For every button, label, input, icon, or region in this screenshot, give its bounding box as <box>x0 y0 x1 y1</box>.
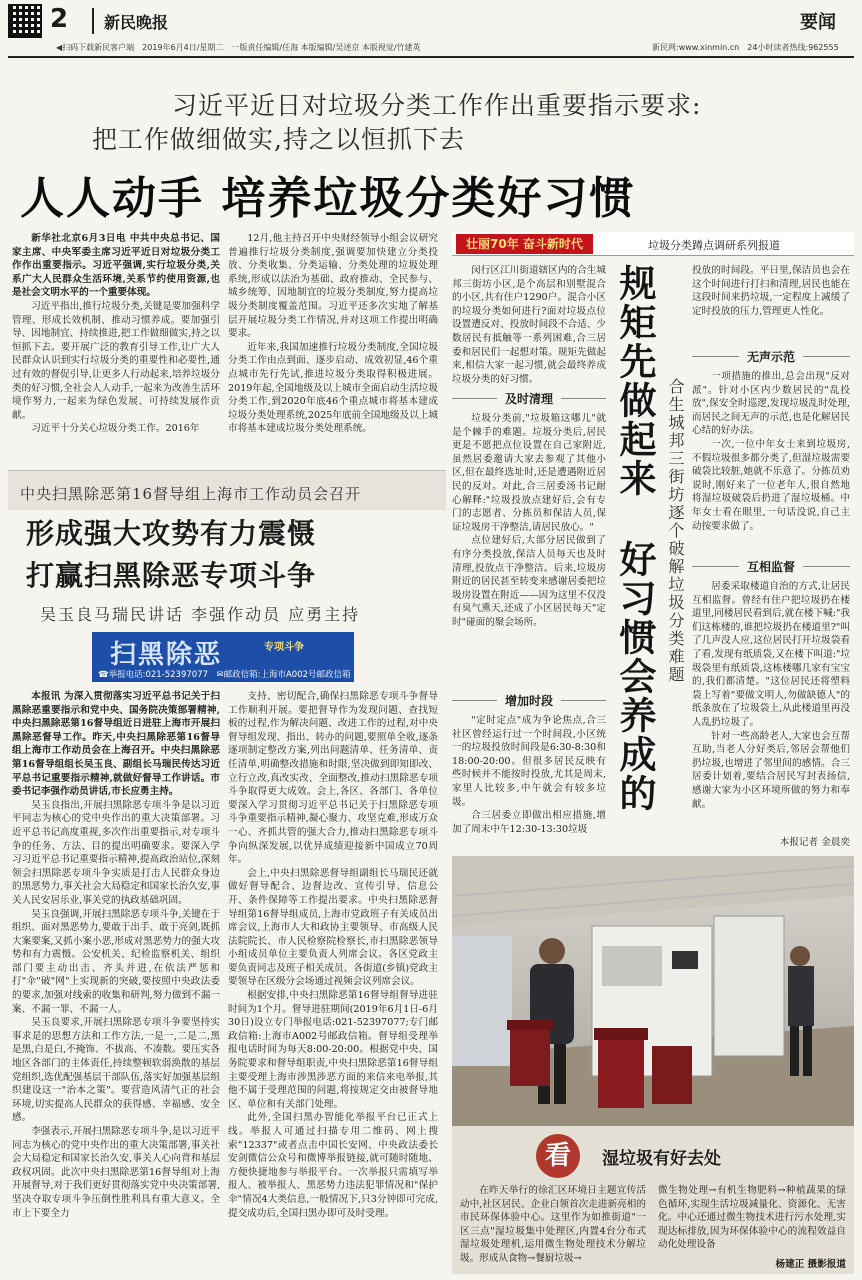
main-headline: 人人动手 培养垃圾分类好习惯 <box>20 173 636 224</box>
paragraph: "定时定点"成为争论焦点,合三社区曾经运行过一个时间段,小区统一的垃圾投放时间段是6:30-8:30和18:00-20:00。但很多居民反映有些时候并不能按时投放,尤其是周末,家里人比较多,中午就会有较多垃圾。 <box>452 715 606 808</box>
section-head-label: 无声示范 <box>739 350 803 364</box>
paragraph: 近年来,我国加速推行垃圾分类制度,全国垃圾分类工作由点到面、逐步启动、成效初显,46个重点城市先行先试,推进垃圾分类取得积极进展。2019年起,全国地级及以上城市全面启动生活垃圾分类工作,到2020年底46个重点城市将基本建成垃圾分类处理系统,2025年底前全国地级及以上城市将基本建成垃圾分类处理系统。 <box>228 341 438 435</box>
story2-headline-1: 形成强大攻势有力震慑 <box>26 517 317 550</box>
header-meta-left: ◀扫码下载新民客户端 2019年6月4日/星期二 一版责任编辑/任海 本版编辑/吴述京 本版视觉/竹建英 <box>56 43 421 52</box>
paragraph: 居委采取楼道自治的方式,让居民互相监督。曾经有住户把垃圾扔在楼道里,同楼居民看到后,就在楼下喊:"我们这栋楼的,谁把垃圾扔在楼道里?"叫了几声没人应,这位居民打开垃圾袋看了看,发现有纸质袋,又在楼下叫道:"垃圾袋里有纸质袋,这栋楼哪几家有宝宝的,我们都清楚。"这位居民还将塑料袋上写着"要做文明人,勿做缺德人"的纸条放在了垃圾袋上,从此楼道里再没人乱扔垃圾了。 <box>692 581 850 728</box>
paragraph: 投放的时间段。平日里,保洁员也会在这个时间进行打扫和清理,居民也能在这段时间来扔垃圾,一定程度上减缓了定时投放的压力,管理更人性化。 <box>692 265 850 317</box>
news-photo <box>452 856 854 1126</box>
paragraph: 针对一些高龄老人,大家也会互帮互助,当老人分好类后,邻居会帮他们扔垃圾,也增进了邻里间的感情。合三居委计划着,要结合居民写封表扬信,感谢大家为小区环境所做的努力和奉献。 <box>692 730 850 810</box>
paragraph: 根据安排,中央扫黑除恶第16督导组督导进驻时间为1个月。督导进驻期间(2019年6月1日-6月30日)设立专门举报电话:021-52397077;专门邮政信箱:上海市A002号邮政信箱。督导组受理举报电话时间为每天8:00-20:00。根据党中央、国务院要求和督导组职责,中央扫黑除恶第16督导组主要受理上海市涉黑涉恶方面的来信来电举报,其他不属于受理范围的问题,将按规定交由被督导地区、单位和有关部门处理。 <box>228 990 438 1110</box>
feature-intro <box>452 264 606 384</box>
main-kicker-2: 把工作做细做实,持之以恒抓下去 <box>92 125 465 154</box>
section-head <box>452 390 606 408</box>
paragraph: 在昨天举行的徐汇区环境日主题宣传活动中,社区居民、企业白领首次走进新亮相的市民环保体验中心。这里作为如推街道"一区三点"湿垃圾集中处理区,内置4台分布式湿垃圾处理机,运用微生物处理技术分解垃圾。形成从食物→餐厨垃圾→ <box>460 1185 646 1264</box>
newspaper-name: 新民晚报 <box>104 13 169 32</box>
paragraph: 吴玉良强调,开展扫黑除恶专项斗争,关键在于组织、面对黑恶势力,要敢于出手、敢于亮剑,既抓大案要案,又抓小案小恶,形成对黑恶势力的强大攻势和有力震慑。公安机关、纪检监察机关、组织部门要主动出击、齐头并进,在依法严惩和打"伞"破"网"上实现新的突破,要按照中央政法委的要求,加强对线索的收集和研判,努力做到不漏一案、不漏一罪、不漏一人。 <box>12 908 220 1015</box>
photo-caption-band <box>452 1126 854 1274</box>
photo-caption-2 <box>658 1184 846 1254</box>
paragraph: 新华社北京6月3日电 中共中央总书记、国家主席、中央军委主席习近平近日对垃圾分类工作作出重要指示。习近平强调,实行垃圾分类,关系广大人民群众生活环境,关系节约使用资源,也是社会文明水平的一个重要体现。 <box>12 233 220 299</box>
section-head-label: 增加时段 <box>497 694 561 708</box>
paragraph: 一项措施的推出,总会出现"反对派"。针对小区内少数居民的"乱投放",保安全时巡逻,发现垃圾乱时处理,而居民之间无声的示范,也是化解居民心结的好办法。 <box>692 371 850 437</box>
qr-code-icon[interactable] <box>8 4 42 38</box>
paragraph: 本报讯 为深入贯彻落实习近平总书记关于扫黑除恶重要指示和党中央、国务院决策部署精神,中央扫黑除恶第16督导组近日进驻上海市开展扫黑除恶督导工作。昨天,中央扫黑除恶第16督导组上海市工作动员会在上海召开。中央扫黑除恶第16督导组组长吴玉良、副组长马瑞民传达习近平总书记重要指示精神,就做好督导工作讲话。市委书记李强作动员讲话,市长应勇主持。 <box>12 691 220 798</box>
banner-title: 扫黑除恶 <box>110 640 223 670</box>
feature-col-b-intro <box>692 264 850 344</box>
paragraph: 微生物处理→有机生物肥料→种植蔬果的绿色循环,实现生活垃圾减量化、资源化、无害化。中心还通过微生物技术进行污水处理,实现达标排放,因为环保体验中心的流程效益自动化处理设备 <box>658 1185 846 1251</box>
photo-caption-1 <box>460 1184 646 1272</box>
photo-credit: 杨建正 摄影报道 <box>775 1259 846 1270</box>
photo-title: 湿垃圾有好去处 <box>602 1149 721 1169</box>
section-head-label: 及时清理 <box>497 392 561 406</box>
story2-speakers: 吴玉良马瑞民讲话 李强作动员 应勇主持 <box>40 605 361 624</box>
header-rule <box>8 56 854 58</box>
paragraph: 合三居委立即做出相应措施,增加了周末中午12:30-13:30垃圾 <box>452 810 606 835</box>
story2-col-b <box>228 690 438 1274</box>
main-kicker-1: 习近平近日对垃圾分类工作作出重要指示要求: <box>172 91 702 120</box>
story2-headline-2: 打赢扫黑除恶专项斗争 <box>26 559 317 592</box>
paragraph: 此外,全国扫黑办智能化举报平台已正式上线。举报人可通过扫描专用二维码、网上搜索"12337"或者点击中国长安网、中央政法委长安剑微信公众号和微博举报链接,就可随时随地、方便快捷地参与举报平台。一次举报只需填写举报人、被举报人、黑恶势力违法犯罪情况和"保护伞"情况4大类信息,一般情况下,只3分钟即可完成,提交成功后,全国扫黑办即可及时受理。 <box>228 1112 438 1219</box>
paragraph: 支持、密切配合,确保扫黑除恶专项斗争督导工作顺利开展。要把督导作为发现问题、查找短板的过程,作为解决问题、改进工作的过程,对中央督导组发现、指出、转办的问题,要照单全收,逐条逐项制定整改方案,列出问题清单、任务清单、责任清单,明确整改措施和时限,坚决做到即知即改、立行立改,真改实改、全面整改,推动扫黑除恶专项斗争取得更大成效。会上,各区、各部门、各单位要深入学习贯彻习近平总书记关于扫黑除恶专项斗争重要指示精神,凝心聚力、攻坚克难,形成万众一心、齐抓共管的强大合力,推动扫黑除恶专项斗争向纵深发展,以优异成绩迎接新中国成立70周年。 <box>228 691 438 866</box>
banner-contact: ☎举报电话:021-52397077 ✉邮政信箱:上海市A002号邮政信箱 <box>98 670 351 680</box>
feature-col-a-2 <box>452 714 606 846</box>
feature-col-a-1 <box>452 412 606 686</box>
header-meta-right: 新民网:www.xinmin.cn 24小时读者热线:962555 <box>652 43 839 52</box>
paragraph: 点位建好后,大部分居民做到了有序分类投放,保洁人员每天也及时清理,投放点干净整洁。后来,垃圾房附近的居民甚至转变来感谢居委把垃圾房设置在附近——因为这里不仅没有臭气熏天,还成了小区居民每天"定时"碰面的聚会场所。 <box>452 535 606 628</box>
feature-subhead: 合生城邦三街坊逐个破解垃圾分类难题 <box>666 378 685 684</box>
paragraph: 12月,他主持召开中央财经领导小组会议研究普遍推行垃圾分类制度,强调要加快建立分类投放、分类收集、分类运输、分类处理的垃圾处理系统,形成以法治为基础、政府推动、全民参与、城乡统筹、因地制宜的垃圾分类制度,努力提高垃圾分类制度覆盖范围。习近平还多次实地了解基层开展垃圾分类工作情况,并对这项工作提出明确要求。 <box>228 233 438 340</box>
story2-subhead: 中央扫黑除恶第16督导组上海市工作动员会召开 <box>20 485 362 503</box>
section-head <box>692 558 850 576</box>
paragraph: 闵行区江川街道辖区内的合生城邦三街坊小区,是个高层和别墅混合的小区,共有住户1290户。混合小区的垃圾分类如何进行?面对垃圾点位设置遭反对、投放时间段不合适、少数居民有抵触等一系列困难,合三居委和居民们一起想对策。规矩先做起来,相信大家一起习惯,就会最终养成垃圾分类的好习惯。 <box>452 265 606 384</box>
paragraph: 垃圾分类前,"垃圾箱这哪儿"就是个棘手的难题。垃圾分类后,居民更是不愿把点位设置在自己家附近,虽然居委邀请大家去参观了其他小区,但在最终选址时,还是遭遇附近居民的反对。对此,合三居委汤书记耐心解释:"垃圾投放点建好后,会有专门的志愿者、分拣员和保洁人员,保证垃圾房干净整洁,请居民放心。" <box>452 413 606 533</box>
feature-headline-2: 好习惯会养成的 <box>613 540 656 813</box>
banner-tag: 专项斗争 <box>264 642 304 653</box>
main-story-col-2 <box>228 232 438 457</box>
paragraph: 一次,一位中年女士来到垃圾房,不假垃圾很多都分类了,但湿垃圾需要破袋比较脏,她就不乐意了。分拣员劝说时,刚好来了一位老年人,很自然地将湿垃圾破袋后扔进了湿垃圾桶。中年女士看在眼里,一句话没说,自己主动按要求做了。 <box>692 438 850 532</box>
feature-col-b-1 <box>692 370 850 554</box>
photo-illustration <box>452 856 854 1126</box>
page-header <box>0 0 862 64</box>
paragraph: 习近平指出,推行垃圾分类,关键是要加强科学管理、形成长效机制、推动习惯养成。要加强引导、因地制宜、持续推进,把工作做细做实,持之以恒抓下去。要开展广泛的教育引导工作,让广大人民群众认识到实行垃圾分类的重要性和必要性,通过有效的督促引导,让更多人行动起来,培养垃圾分类的好习惯,全社会人人动手,一起来为改善生活环境作努力,一起来为绿色发展、可持续发展作贡献。 <box>12 300 220 421</box>
page-number: 2 <box>50 4 69 34</box>
series-title: 垃圾分类蹲点调研系列报道 <box>648 239 780 252</box>
section-head <box>692 348 850 366</box>
paragraph: 习近平十分关心垃圾分类工作。2016年 <box>31 423 200 435</box>
section-name: 要闻 <box>800 12 836 33</box>
feature-headline-1: 规矩先做起来 <box>613 264 656 498</box>
feature-col-b-2 <box>692 580 850 832</box>
feature-byline: 本报记者 金晨奕 <box>779 837 850 848</box>
main-story-col-1 <box>12 232 220 457</box>
paragraph: 吴玉良指出,开展扫黑除恶专项斗争是以习近平同志为核心的党中央作出的重大决策部署。习近平总书记高度重视,多次作出重要指示,对专项斗争的任务、方法、目的提出明确要求。要深入学习习近平总书记重要指示精神,提高政治站位,深刻领会扫黑除恶专项斗争实质是打击人民群众身边的黑恶势力,事关社会大局稳定和国家长治久安,事关人民安居乐业,事关党的执政基础巩固。 <box>12 799 220 906</box>
paragraph: 李强表示,开展扫黑除恶专项斗争,是以习近平同志为核心的党中央作出的重大决策部署,事关社会大局稳定和国家长治久安,事关人心向背和基层政权巩固。此次中央扫黑除恶第16督导组对上海开展督导,对于我们更好贯彻落实党中央决策部署,坚决夺取专项斗争压倒性胜利具有重大意义。全市上下要全力 <box>12 1126 220 1219</box>
anti-crime-banner <box>92 632 354 682</box>
section-head-label: 互相监督 <box>739 560 803 574</box>
paragraph: 会上,中央扫黑除恶督导组副组长马瑞民还就做好督导配合、边督边改、宣传引导、信息公开、条件保障等工作提出要求。中央扫黑除恶督导组第16督导组成员,上海市党政班子有关成员出席会议,上海市人大和政协主要领导、市高级人民法院院长、市人民检察院检察长,市扫黑除恶领导小组成员单位主要负责人列席会议。各区党政主要负责同志及班子相关成员、各街道(乡镇)党政主要领导在区级分会场通过视频会议列席会议。 <box>228 867 438 988</box>
series-tag: 壮丽70年 奋斗新时代 <box>456 234 593 254</box>
paragraph: 吴玉良要求,开展扫黑除恶专项斗争要坚持实事求是的思想方法和工作方法,一是一,二是二,黑是黑,白是白,不掩饰、不拔高、不凑数。要压实各地区各部门的主体责任,持续整顿软弱涣散的基层党组织,选优配强基层干部队伍,落实好加强基层组织建设这一"治本之策"。要营造风清气正的社会环境,切实提高人民群众的获得感、幸福感、安全感。 <box>12 1017 220 1124</box>
look-icon: 看 <box>536 1134 580 1178</box>
series-band <box>452 232 854 256</box>
story2-col-a <box>12 690 220 1274</box>
story2-subhead-bar <box>8 470 446 510</box>
section-head <box>452 692 606 710</box>
divider <box>92 8 94 34</box>
